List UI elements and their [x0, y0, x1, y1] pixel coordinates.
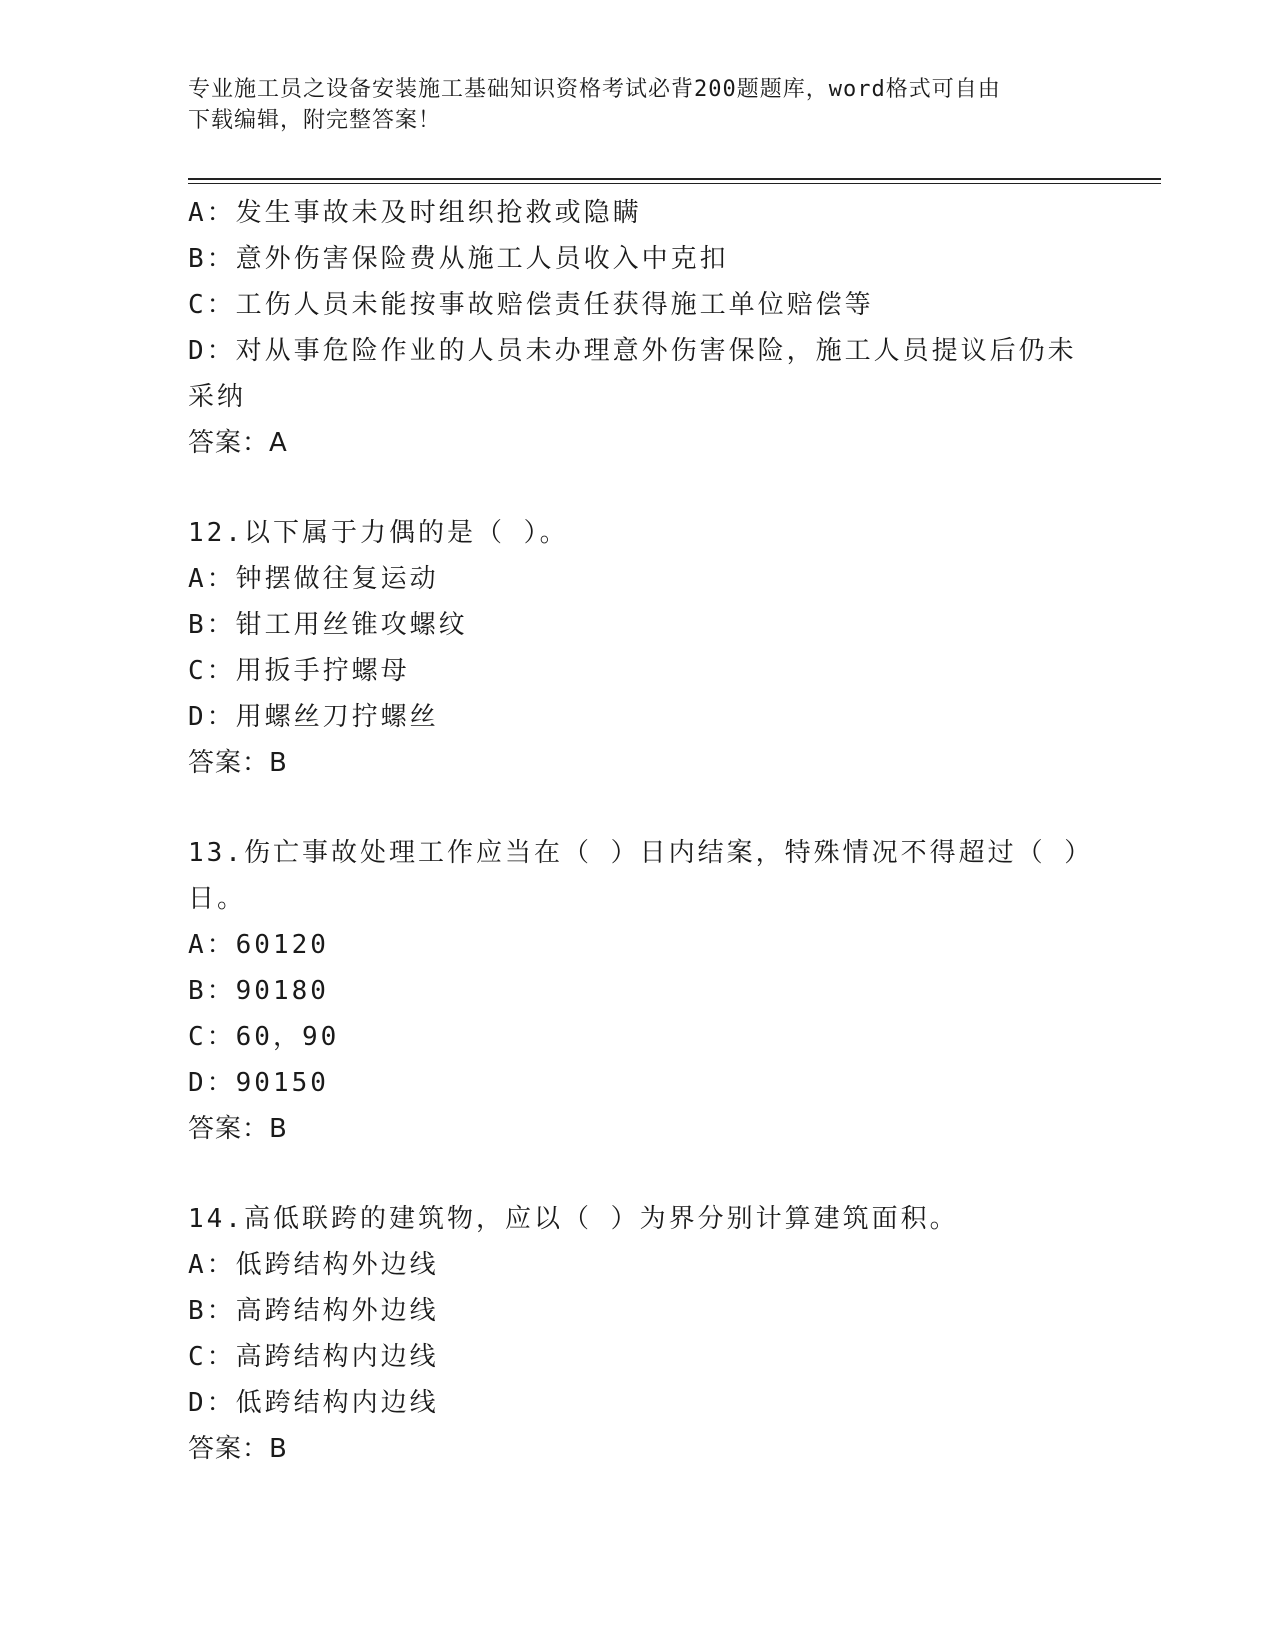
question-12	[188, 510, 1088, 786]
question-title: 13.伤亡事故处理工作应当在（ ）日内结案，特殊情况不得超过（ ）	[188, 838, 1094, 868]
option-c: C：60，90	[188, 1022, 340, 1052]
option-a: A：60120	[188, 930, 329, 960]
question-title: 12.以下属于力偶的是（ ）。	[188, 518, 569, 548]
option-a: A：低跨结构外边线	[188, 1250, 439, 1280]
question-list	[188, 190, 1094, 1472]
option-a: A：发生事故未及时组织抢救或隐瞒	[188, 198, 642, 228]
header-divider-thin	[188, 183, 1161, 184]
answer: 答案：B	[188, 1114, 288, 1144]
option-b: B：高跨结构外边线	[188, 1296, 439, 1326]
option-d: D：90150	[188, 1068, 329, 1098]
option-a: A：钟摆做往复运动	[188, 564, 439, 594]
option-d: D：对从事危险作业的人员未办理意外伤害保险，施工人员提议后仍未	[188, 336, 1077, 366]
option-b: B：90180	[188, 976, 329, 1006]
question-title-continued: 日。	[188, 884, 247, 914]
option-c: C：用扳手拧螺母	[188, 656, 410, 686]
document-header	[188, 74, 1088, 136]
header-line-2: 下载编辑，附完整答案！	[188, 108, 442, 133]
option-c: C：高跨结构内边线	[188, 1342, 439, 1372]
answer: 答案：B	[188, 1434, 288, 1464]
option-d: D：低跨结构内边线	[188, 1388, 439, 1418]
question-title: 14.高低联跨的建筑物，应以（ ）为界分别计算建筑面积。	[188, 1204, 959, 1234]
spacer	[188, 1152, 1088, 1196]
option-d: D：用螺丝刀拧螺丝	[188, 702, 439, 732]
header-line-1: 专业施工员之设备安装施工基础知识资格考试必背200题题库，word格式可自由	[188, 77, 1001, 102]
option-d-continued: 采纳	[188, 382, 247, 412]
header-divider-thick	[188, 178, 1161, 180]
option-b: B：意外伤害保险费从施工人员收入中克扣	[188, 244, 729, 274]
question-11	[188, 190, 1088, 466]
spacer	[188, 786, 1088, 830]
spacer	[188, 466, 1088, 510]
question-13	[188, 830, 1094, 1152]
question-14	[188, 1196, 1088, 1472]
option-b: B：钳工用丝锥攻螺纹	[188, 610, 468, 640]
option-c: C：工伤人员未能按事故赔偿责任获得施工单位赔偿等	[188, 290, 874, 320]
answer: 答案：B	[188, 748, 288, 778]
answer: 答案：A	[188, 428, 288, 458]
